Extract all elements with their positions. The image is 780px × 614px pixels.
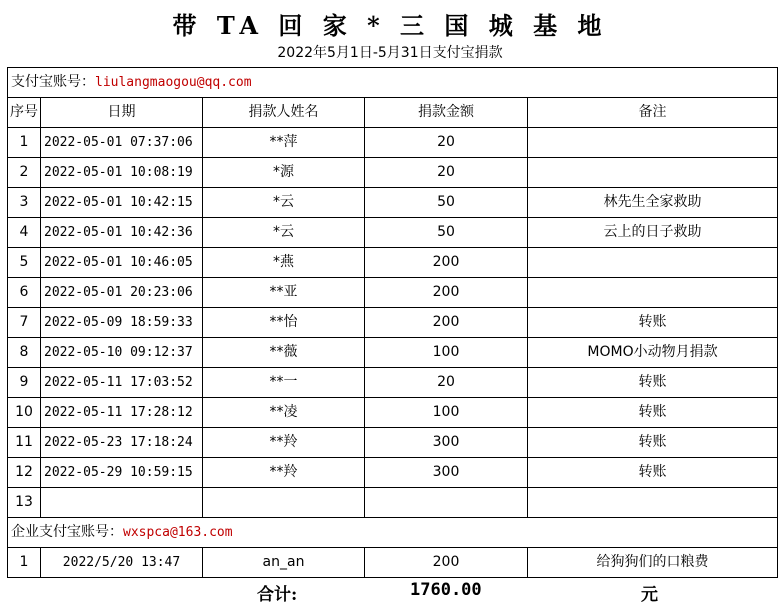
column-header-amount: 捐款金额	[365, 98, 528, 128]
table-row	[8, 158, 778, 188]
table-row	[8, 278, 778, 308]
donor-name: *燕	[203, 248, 365, 278]
donor-name: **一	[203, 368, 365, 398]
column-header-no: 序号	[8, 98, 41, 128]
donation-note	[528, 488, 778, 518]
donation-amount: 100	[365, 398, 528, 428]
donation-date: 2022-05-01 20:23:06	[41, 278, 203, 308]
donor-name: **羚	[203, 458, 365, 488]
table-header-row	[8, 98, 778, 128]
alipay-account-label: 支付宝账号：	[11, 74, 95, 90]
donation-amount: 300	[365, 458, 528, 488]
column-header-date: 日期	[41, 98, 203, 128]
donation-date: 2022-05-01 07:37:06	[41, 128, 203, 158]
donation-note	[528, 278, 778, 308]
row-number: 8	[8, 338, 41, 368]
table-row	[8, 218, 778, 248]
table-row	[8, 188, 778, 218]
table-row	[8, 128, 778, 158]
donation-note: 转账	[528, 398, 778, 428]
donation-note: 云上的日子救助	[528, 218, 778, 248]
donation-note	[528, 158, 778, 188]
donation-amount: 20	[365, 128, 528, 158]
donation-amount: 100	[365, 338, 528, 368]
donation-note: 转账	[528, 368, 778, 398]
row-number: 3	[8, 188, 41, 218]
donation-date: 2022-05-01 10:42:15	[41, 188, 203, 218]
table-row	[8, 338, 778, 368]
row-number: 4	[8, 218, 41, 248]
donation-amount: 200	[365, 248, 528, 278]
enterprise-account-row	[8, 518, 778, 548]
row-number: 11	[8, 428, 41, 458]
donor-name: *云	[203, 218, 365, 248]
enterprise-account-cell	[8, 518, 778, 548]
donor-name: **羚	[203, 428, 365, 458]
page-title: 带 TA 回 家 * 三 国 城 基 地	[172, 11, 608, 40]
donation-date: 2022-05-29 10:59:15	[41, 458, 203, 488]
donation-date: 2022-05-01 10:42:36	[41, 218, 203, 248]
donation-note: 给狗狗们的口粮费	[528, 548, 778, 578]
donation-amount: 200	[365, 548, 528, 578]
donation-amount: 300	[365, 428, 528, 458]
donation-date: 2022-05-10 09:12:37	[41, 338, 203, 368]
donor-name: **亚	[203, 278, 365, 308]
donation-amount: 200	[365, 308, 528, 338]
page-subtitle: 2022年5月1日-5月31日支付宝捐款	[277, 45, 503, 61]
row-number: 1	[8, 548, 41, 578]
enterprise-account-label: 企业支付宝账号：	[11, 524, 123, 540]
row-number: 12	[8, 458, 41, 488]
table-row	[8, 308, 778, 338]
donation-amount: 20	[365, 158, 528, 188]
table-row	[8, 548, 778, 578]
alipay-account-cell	[8, 68, 778, 98]
row-number: 6	[8, 278, 41, 308]
column-header-donor: 捐款人姓名	[203, 98, 365, 128]
donation-note	[528, 248, 778, 278]
donor-name: **萍	[203, 128, 365, 158]
donor-name: **薇	[203, 338, 365, 368]
donation-note: MOMO小动物月捐款	[528, 338, 778, 368]
row-number: 5	[8, 248, 41, 278]
total-label: 合计:	[257, 585, 298, 605]
donation-date: 2022-05-01 10:46:05	[41, 248, 203, 278]
donor-name: an_an	[203, 548, 365, 578]
row-number: 9	[8, 368, 41, 398]
donation-date	[41, 488, 203, 518]
row-number: 1	[8, 128, 41, 158]
total-unit: 元	[641, 585, 658, 605]
donation-note: 转账	[528, 428, 778, 458]
donation-amount: 50	[365, 218, 528, 248]
row-number: 13	[8, 488, 41, 518]
donation-amount: 50	[365, 188, 528, 218]
donation-amount	[365, 488, 528, 518]
donation-date: 2022-05-11 17:03:52	[41, 368, 203, 398]
row-number: 2	[8, 158, 41, 188]
donation-table	[7, 67, 778, 578]
table-row	[8, 488, 778, 518]
alipay-account-value: liulangmaogou@qq.com	[95, 75, 252, 90]
donor-name: *源	[203, 158, 365, 188]
donor-name: **凌	[203, 398, 365, 428]
donation-date: 2022-05-11 17:28:12	[41, 398, 203, 428]
table-row	[8, 398, 778, 428]
donation-date: 2022/5/20 13:47	[41, 548, 203, 578]
donation-note: 林先生全家救助	[528, 188, 778, 218]
donation-note: 转账	[528, 458, 778, 488]
enterprise-account-value: wxspca@163.com	[123, 525, 233, 540]
row-number: 10	[8, 398, 41, 428]
row-number: 7	[8, 308, 41, 338]
donation-date: 2022-05-23 17:18:24	[41, 428, 203, 458]
table-row	[8, 368, 778, 398]
table-row	[8, 428, 778, 458]
total-value: 1760.00	[410, 580, 482, 600]
donation-date: 2022-05-01 10:08:19	[41, 158, 203, 188]
donation-date: 2022-05-09 18:59:33	[41, 308, 203, 338]
donor-name: *云	[203, 188, 365, 218]
donor-name	[203, 488, 365, 518]
donation-note	[528, 128, 778, 158]
alipay-account-row	[8, 68, 778, 98]
column-header-note: 备注	[528, 98, 778, 128]
donation-amount: 200	[365, 278, 528, 308]
table-row	[8, 458, 778, 488]
donation-note: 转账	[528, 308, 778, 338]
donor-name: **怡	[203, 308, 365, 338]
table-row	[8, 248, 778, 278]
donation-amount: 20	[365, 368, 528, 398]
